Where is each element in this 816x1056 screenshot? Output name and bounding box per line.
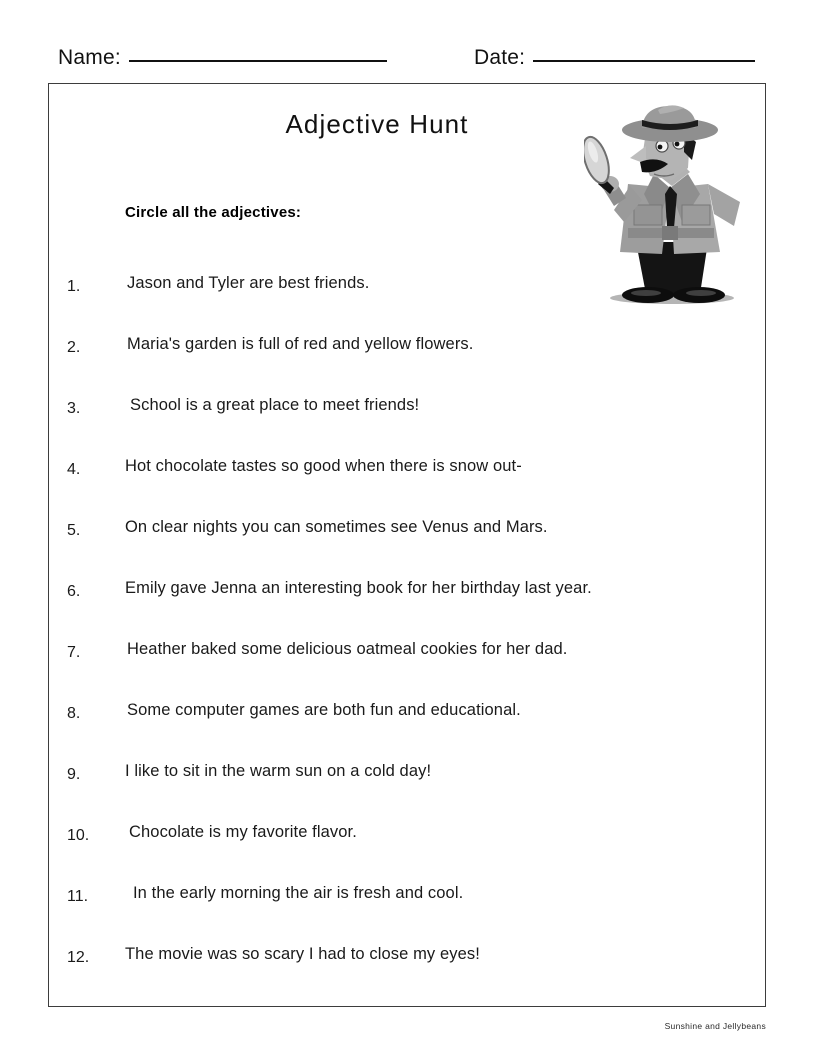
question-text: On clear nights you can sometimes see Venus and Mars. bbox=[125, 518, 548, 536]
question-row bbox=[49, 945, 765, 1006]
date-field[interactable] bbox=[474, 46, 755, 70]
question-text: Jason and Tyler are best friends. bbox=[127, 274, 370, 292]
name-label: Name: bbox=[58, 46, 121, 69]
question-row bbox=[49, 396, 765, 457]
question-text: Hot chocolate tastes so good when there is snow out- bbox=[125, 457, 522, 475]
name-field[interactable] bbox=[58, 46, 387, 70]
question-text: I like to sit in the warm sun on a cold day! bbox=[125, 762, 432, 780]
date-label: Date: bbox=[474, 46, 526, 69]
question-number: 9. bbox=[67, 766, 81, 783]
question-text: Emily gave Jenna an interesting book for her birthday last year. bbox=[125, 579, 592, 597]
question-text: Heather baked some delicious oatmeal cookies for her dad. bbox=[127, 640, 568, 658]
question-number: 10. bbox=[67, 827, 90, 844]
question-text: The movie was so scary I had to close my eyes! bbox=[125, 945, 480, 963]
page-title: Adjective Hunt bbox=[285, 109, 469, 139]
student-info-header bbox=[0, 46, 816, 80]
question-row bbox=[49, 884, 765, 945]
question-text: School is a great place to meet friends! bbox=[130, 396, 420, 414]
footer-credit: Sunshine and Jellybeans bbox=[664, 1021, 766, 1031]
question-number: 7. bbox=[67, 644, 81, 661]
question-row bbox=[49, 335, 765, 396]
question-text: Maria's garden is full of red and yellow flowers. bbox=[127, 335, 474, 353]
question-text: In the early morning the air is fresh and cool. bbox=[133, 884, 464, 902]
name-write-line[interactable] bbox=[129, 60, 387, 62]
question-list bbox=[49, 274, 765, 1006]
question-row bbox=[49, 701, 765, 762]
question-number: 5. bbox=[67, 522, 81, 539]
question-number: 8. bbox=[67, 705, 81, 722]
question-row bbox=[49, 274, 765, 335]
worksheet-body bbox=[48, 83, 766, 1007]
question-text: Some computer games are both fun and educational. bbox=[127, 701, 521, 719]
question-number: 1. bbox=[67, 278, 81, 295]
question-row bbox=[49, 823, 765, 884]
question-row bbox=[49, 762, 765, 823]
question-number: 4. bbox=[67, 461, 81, 478]
question-text: Chocolate is my favorite flavor. bbox=[129, 823, 357, 841]
instruction-text: Circle all the adjectives: bbox=[125, 204, 302, 221]
question-row bbox=[49, 579, 765, 640]
question-row bbox=[49, 640, 765, 701]
question-row bbox=[49, 518, 765, 579]
question-number: 6. bbox=[67, 583, 81, 600]
date-write-line[interactable] bbox=[533, 60, 755, 62]
question-number: 3. bbox=[67, 400, 81, 417]
question-number: 11. bbox=[67, 888, 89, 905]
question-row bbox=[49, 457, 765, 518]
question-number: 2. bbox=[67, 339, 81, 356]
question-number: 12. bbox=[67, 949, 90, 966]
